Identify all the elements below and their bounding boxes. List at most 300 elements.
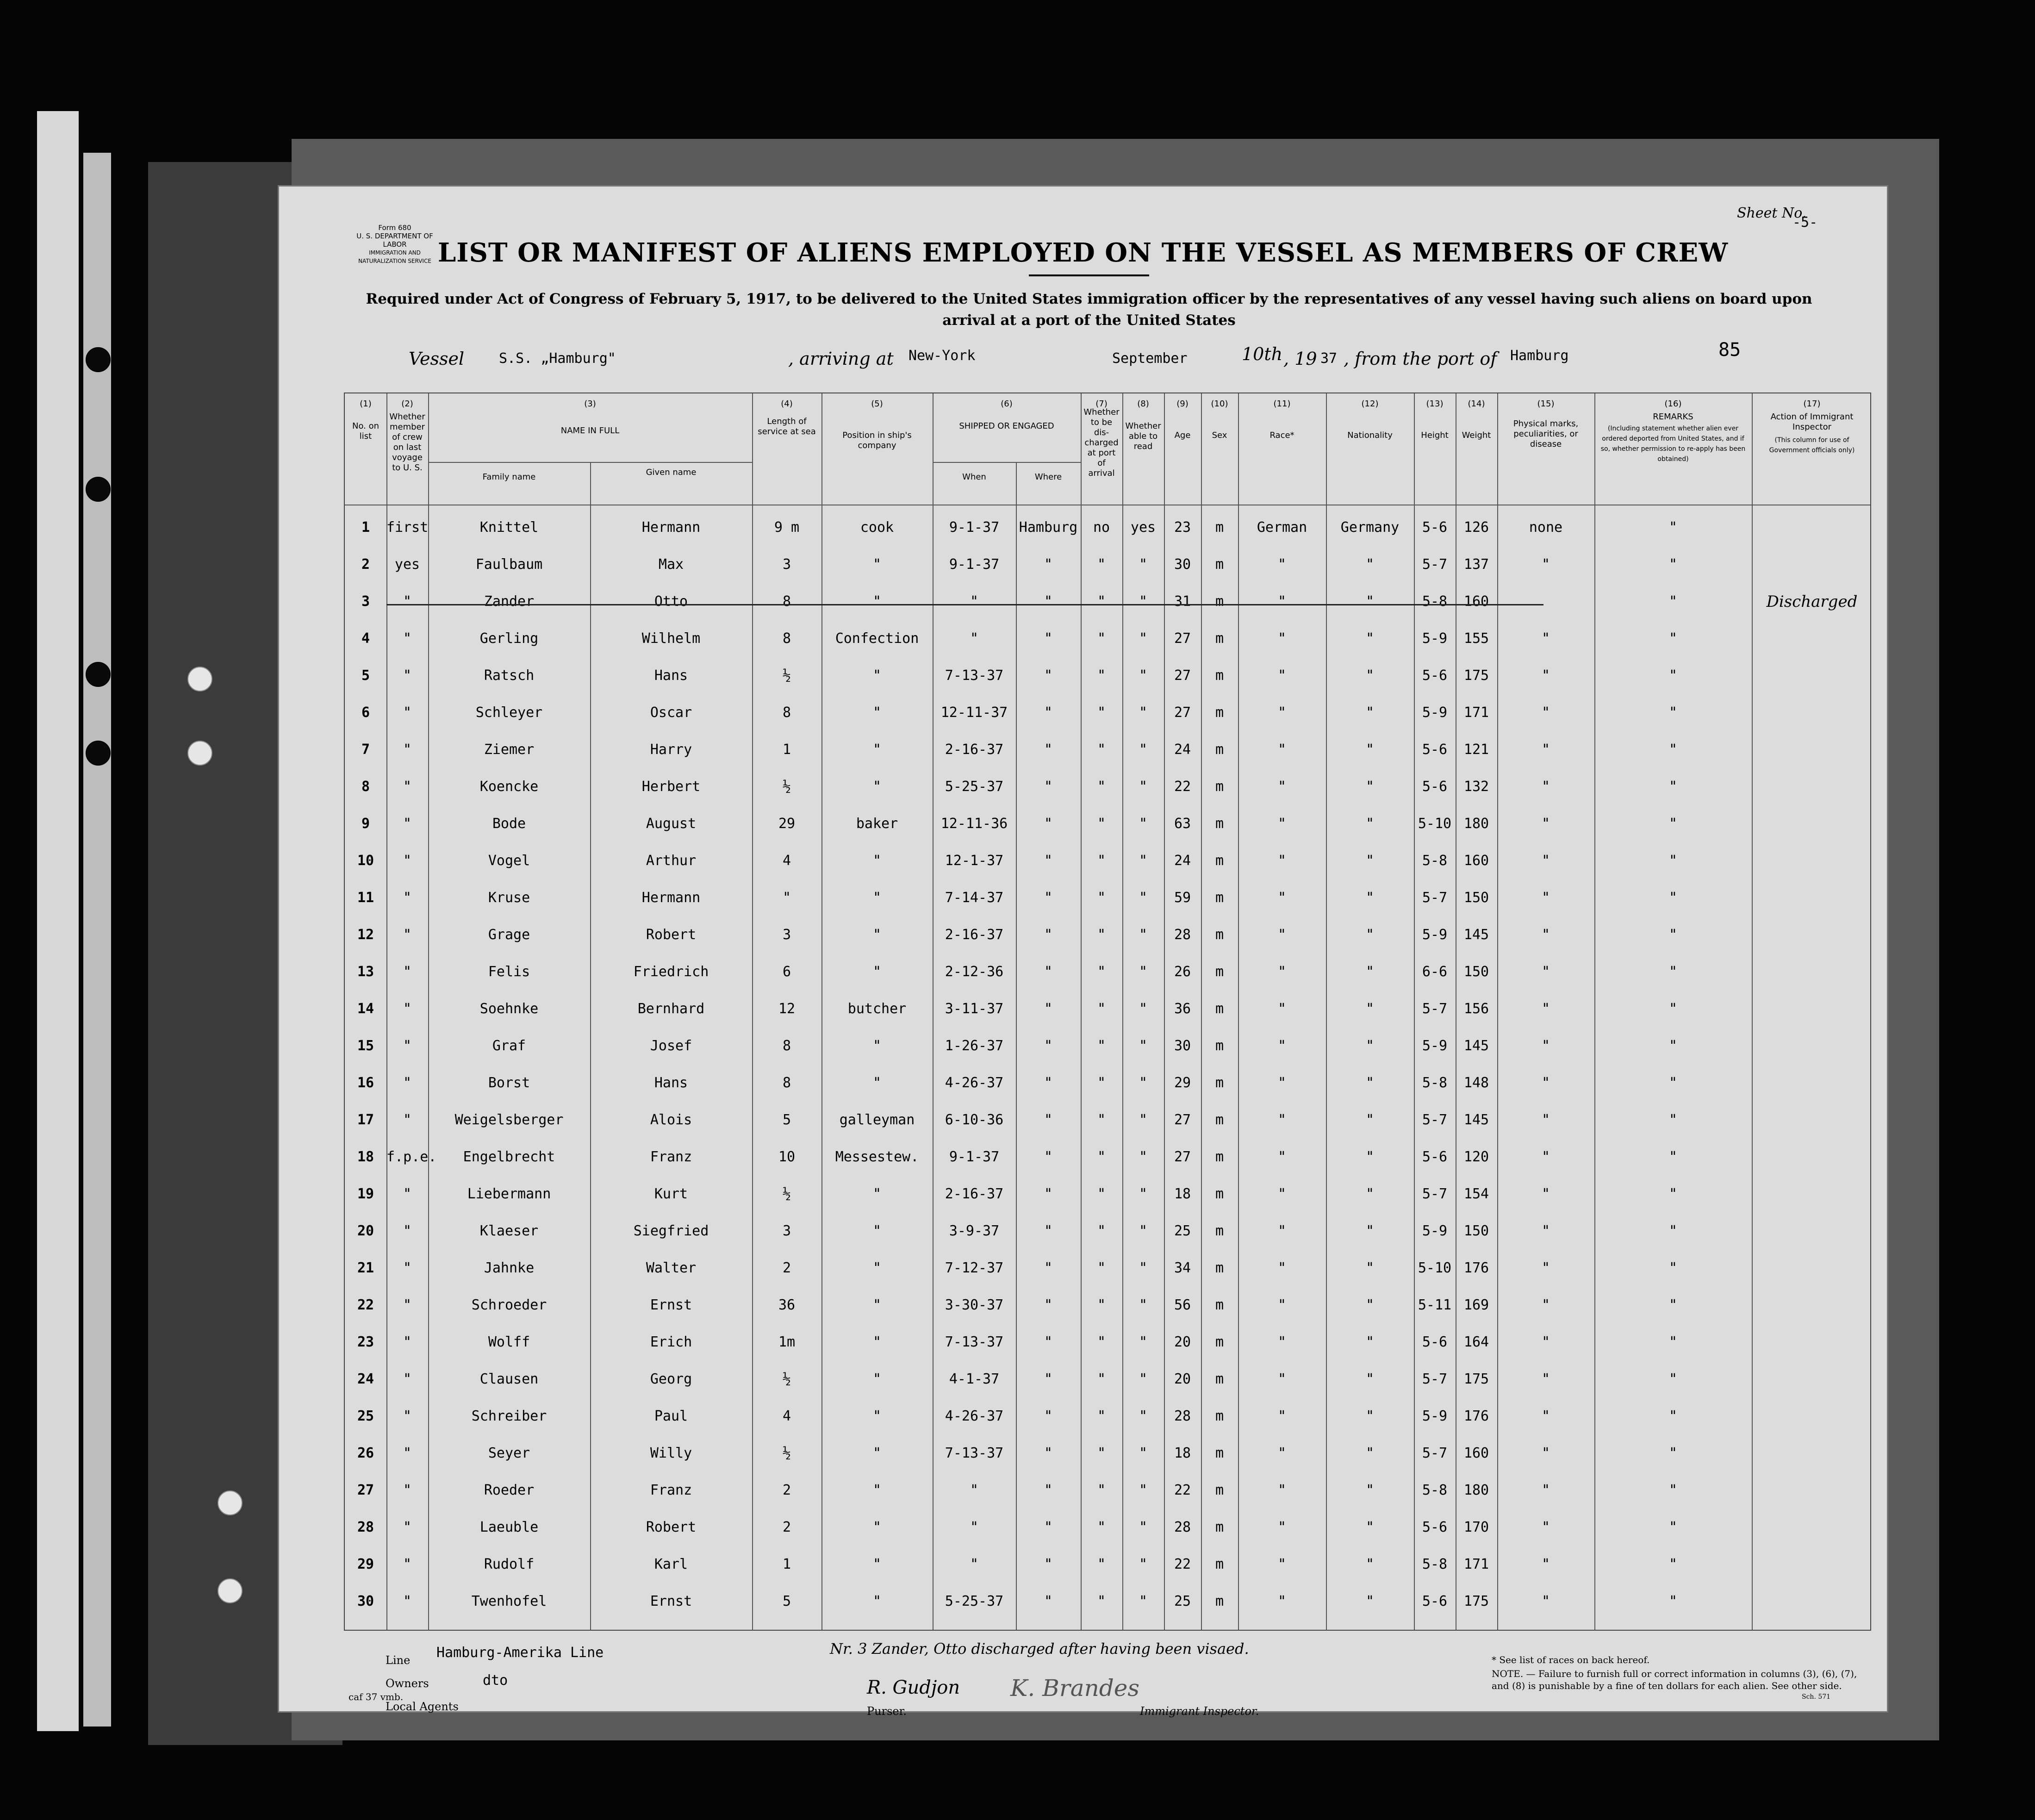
- cell-nat: ": [1365, 1075, 1375, 1091]
- cell-nat: ": [1365, 742, 1375, 758]
- cell-no: 15: [357, 1038, 374, 1054]
- cell-read: ": [1139, 667, 1148, 684]
- cell-prev: ": [403, 1556, 412, 1572]
- cell-given: Otto: [654, 593, 688, 610]
- cell-remarks: ": [1668, 1260, 1678, 1276]
- cell-disch: ": [1097, 1260, 1106, 1276]
- cell-action: [1752, 768, 1872, 805]
- cell-length: 8: [782, 1075, 791, 1091]
- cell-where: ": [1044, 1112, 1053, 1128]
- form-number: Form 680: [378, 224, 411, 232]
- cell-position: ": [872, 1519, 882, 1535]
- cell-no: 3: [361, 593, 370, 610]
- cell-sex: m: [1215, 1186, 1224, 1202]
- cell-family: Knittel: [479, 519, 539, 536]
- cell-no: 25: [357, 1408, 374, 1424]
- cell-height: 5-9: [1422, 1223, 1448, 1239]
- header-remarks-note: (Including statement whether alien ever ordered deported from United States, and if so, whether permission to re-apply has been obtained): [1600, 425, 1746, 463]
- cell-read: ": [1139, 742, 1148, 758]
- cell-read: ": [1139, 964, 1148, 980]
- cell-race: ": [1277, 1519, 1287, 1535]
- cell-family: Engelbrecht: [463, 1149, 555, 1165]
- cell-length: 1m: [778, 1334, 796, 1350]
- crew-row: [345, 954, 1870, 991]
- cell-family: Laeuble: [479, 1519, 539, 1535]
- cell-no: 11: [357, 890, 374, 906]
- cell-phys: ": [1541, 964, 1550, 980]
- cell-sex: m: [1215, 742, 1224, 758]
- cell-remarks: ": [1668, 1556, 1678, 1572]
- vessel-line: [279, 339, 1887, 372]
- cell-disch: no: [1093, 519, 1110, 536]
- cell-disch: ": [1097, 816, 1106, 832]
- cell-length: 1: [782, 742, 791, 758]
- document-subtitle: Required under Act of Congress of February 5, 1917, to be delivered to the United States immigration officer by the representatives of any vessel having such aliens on board upon arrival at a port of the United States: [366, 291, 1812, 329]
- cell-family: Liebermann: [467, 1186, 551, 1202]
- column-number: (1): [360, 399, 372, 409]
- vessel-name: S.S. „Hamburg": [499, 350, 616, 367]
- cell-length: ": [782, 890, 791, 906]
- cell-remarks: ": [1668, 1334, 1678, 1350]
- cell-family: Soehnke: [479, 1001, 539, 1017]
- cell-given: Bernhard: [637, 1001, 705, 1017]
- cell-age: 28: [1174, 1408, 1191, 1424]
- cell-position: ": [872, 964, 882, 980]
- cell-weight: 145: [1463, 927, 1489, 943]
- cell-sex: m: [1215, 519, 1224, 536]
- cell-phys: ": [1541, 779, 1550, 795]
- cell-nat: ": [1365, 704, 1375, 721]
- cell-position: ": [872, 1038, 882, 1054]
- cell-height: 5-7: [1422, 1001, 1448, 1017]
- cell-phys: ": [1541, 1260, 1550, 1276]
- vessel-label: Vessel: [409, 349, 465, 369]
- cell-phys: ": [1541, 1334, 1550, 1350]
- cell-remarks: ": [1668, 1186, 1678, 1202]
- cell-race: ": [1277, 779, 1287, 795]
- cell-given: Oscar: [650, 704, 692, 721]
- cell-where: ": [1044, 630, 1053, 647]
- column-number: (8): [1137, 399, 1149, 409]
- cell-disch: ": [1097, 927, 1106, 943]
- cell-sex: m: [1215, 630, 1224, 647]
- cell-family: Felis: [488, 964, 530, 980]
- cell-remarks: ": [1668, 630, 1678, 647]
- cell-action: [1752, 1324, 1872, 1361]
- cell-height: 5-9: [1422, 1038, 1448, 1054]
- cell-phys: ": [1541, 1519, 1550, 1535]
- cell-no: 9: [361, 816, 370, 832]
- cell-sex: m: [1215, 1001, 1224, 1017]
- crew-row: [345, 879, 1870, 916]
- cell-nat: ": [1365, 1260, 1375, 1276]
- cell-where: Hamburg: [1019, 519, 1078, 536]
- cell-read: ": [1139, 1482, 1148, 1498]
- cell-where: ": [1044, 1408, 1053, 1424]
- cell-when: ": [970, 630, 979, 647]
- cell-when: 3-30-37: [945, 1297, 1004, 1313]
- cell-position: ": [872, 853, 882, 869]
- cell-age: 27: [1174, 630, 1191, 647]
- service-name: IMMIGRATION AND NATURALIZATION SERVICE: [358, 249, 431, 264]
- column-number: (17): [1803, 399, 1821, 409]
- cell-family: Schroeder: [471, 1297, 547, 1313]
- cell-where: ": [1044, 1075, 1053, 1091]
- cell-read: ": [1139, 927, 1148, 943]
- cell-prev: ": [403, 704, 412, 721]
- cell-when: 1-26-37: [945, 1038, 1004, 1054]
- cell-no: 18: [357, 1149, 374, 1165]
- cell-remarks: ": [1668, 1519, 1678, 1535]
- cell-read: ": [1139, 630, 1148, 647]
- cell-when: 2-16-37: [945, 927, 1004, 943]
- sheet-label: Sheet No.: [1737, 205, 1807, 221]
- cell-when: ": [970, 593, 979, 610]
- cell-remarks: ": [1668, 816, 1678, 832]
- cell-read: ": [1139, 1186, 1148, 1202]
- cell-read: ": [1139, 1038, 1148, 1054]
- races-note: * See list of races on back hereof.: [1492, 1654, 1650, 1665]
- cell-race: ": [1277, 1445, 1287, 1461]
- cell-disch: ": [1097, 630, 1106, 647]
- cell-remarks: ": [1668, 667, 1678, 684]
- year-prefix: , 19: [1283, 349, 1317, 369]
- cell-height: 5-6: [1422, 779, 1448, 795]
- cell-sex: m: [1215, 1482, 1224, 1498]
- cell-no: 20: [357, 1223, 374, 1239]
- manifest-footer: [344, 1635, 1871, 1718]
- cell-when: 2-16-37: [945, 1186, 1004, 1202]
- cell-phys: ": [1541, 853, 1550, 869]
- cell-action: [1752, 1583, 1872, 1620]
- cell-when: 2-16-37: [945, 742, 1004, 758]
- cell-family: Schleyer: [475, 704, 543, 721]
- cell-disch: ": [1097, 1371, 1106, 1387]
- cell-where: ": [1044, 890, 1053, 906]
- cell-where: ": [1044, 1223, 1053, 1239]
- owners-label: Owners: [386, 1677, 429, 1690]
- crew-row: [345, 1028, 1870, 1065]
- cell-given: Karl: [654, 1556, 688, 1572]
- cell-remarks: ": [1668, 1149, 1678, 1165]
- cell-where: ": [1044, 1445, 1053, 1461]
- cell-read: ": [1139, 1260, 1148, 1276]
- cell-phys: none: [1529, 519, 1563, 536]
- cell-age: 28: [1174, 927, 1191, 943]
- cell-read: ": [1139, 1334, 1148, 1350]
- cell-action: [1752, 1102, 1872, 1139]
- cell-sex: m: [1215, 964, 1224, 980]
- cell-no: 4: [361, 630, 370, 647]
- cell-length: 2: [782, 1519, 791, 1535]
- cell-disch: ": [1097, 1556, 1106, 1572]
- cell-action: [1752, 1213, 1872, 1250]
- cell-family: Weigelsberger: [454, 1112, 564, 1128]
- cell-when: 4-1-37: [949, 1371, 1000, 1387]
- cell-no: 8: [361, 779, 370, 795]
- cell-where: ": [1044, 704, 1053, 721]
- cell-length: ½: [782, 779, 791, 795]
- cell-phys: ": [1541, 816, 1550, 832]
- cell-when: 7-14-37: [945, 890, 1004, 906]
- cell-remarks: ": [1668, 779, 1678, 795]
- crew-row: [345, 620, 1870, 657]
- cell-length: 1: [782, 1556, 791, 1572]
- cell-prev: ": [403, 1593, 412, 1609]
- cell-where: ": [1044, 1334, 1053, 1350]
- cell-phys: ": [1541, 1445, 1550, 1461]
- cell-phys: ": [1541, 1223, 1550, 1239]
- cell-age: 20: [1174, 1371, 1191, 1387]
- cell-action: [1752, 1065, 1872, 1102]
- subheader-rule: [428, 462, 752, 463]
- cell-length: 8: [782, 704, 791, 721]
- cell-weight: 150: [1463, 890, 1489, 906]
- cell-race: ": [1277, 1334, 1287, 1350]
- punch-hole: [86, 347, 111, 372]
- cell-read: ": [1139, 1112, 1148, 1128]
- cell-phys: ": [1541, 927, 1550, 943]
- cell-prev: ": [403, 964, 412, 980]
- cell-height: 5-8: [1422, 853, 1448, 869]
- arrival-month: September: [1112, 350, 1188, 367]
- cell-weight: 156: [1463, 1001, 1489, 1017]
- cell-race: ": [1277, 1223, 1287, 1239]
- cell-sex: m: [1215, 927, 1224, 943]
- cell-disch: ": [1097, 1038, 1106, 1054]
- cell-weight: 176: [1463, 1260, 1489, 1276]
- cell-given: Walter: [646, 1260, 697, 1276]
- cell-age: 22: [1174, 779, 1191, 795]
- cell-phys: ": [1541, 742, 1550, 758]
- cell-disch: ": [1097, 1001, 1106, 1017]
- cell-position: ": [872, 1593, 882, 1609]
- header-prev-voyage: Whether member of crew on last voyage to U. S.: [389, 412, 425, 473]
- cell-length: ½: [782, 667, 791, 684]
- cell-position: ": [872, 1260, 882, 1276]
- cell-when: 9-1-37: [949, 519, 1000, 536]
- line-value: Hamburg-Amerika Line: [436, 1645, 604, 1661]
- cell-disch: ": [1097, 853, 1106, 869]
- cell-length: 5: [782, 1593, 791, 1609]
- cell-no: 10: [357, 853, 374, 869]
- crew-row: [345, 1324, 1870, 1361]
- cell-action: [1752, 1028, 1872, 1065]
- cell-weight: 175: [1463, 1371, 1489, 1387]
- cell-action: [1752, 879, 1872, 916]
- cell-prev: ": [403, 1334, 412, 1350]
- cell-action: [1752, 1176, 1872, 1213]
- cell-position: ": [872, 593, 882, 610]
- header-no-on-list: No. on list: [352, 421, 380, 441]
- cell-disch: ": [1097, 1334, 1106, 1350]
- cell-height: 5-6: [1422, 519, 1448, 536]
- cell-remarks: ": [1668, 593, 1678, 610]
- crew-row: [345, 1065, 1870, 1102]
- cell-race: ": [1277, 1297, 1287, 1313]
- cell-family: Borst: [488, 1075, 530, 1091]
- cell-no: 7: [361, 742, 370, 758]
- cell-remarks: ": [1668, 1001, 1678, 1017]
- cell-sex: m: [1215, 1297, 1224, 1313]
- cell-given: Willy: [650, 1445, 692, 1461]
- cell-disch: ": [1097, 1408, 1106, 1424]
- crew-row: [345, 1102, 1870, 1139]
- cell-no: 19: [357, 1186, 374, 1202]
- printer-mark: caf 37 vmb.: [349, 1691, 404, 1702]
- cell-action: [1752, 731, 1872, 768]
- cell-read: ": [1139, 593, 1148, 610]
- cell-phys: ": [1541, 1149, 1550, 1165]
- cell-family: Grage: [488, 927, 530, 943]
- arrival-year: 37: [1320, 350, 1338, 367]
- cell-no: 13: [357, 964, 374, 980]
- from-port-label: , from the port of: [1344, 349, 1497, 369]
- crew-row: [345, 1546, 1870, 1583]
- cell-remarks: ": [1668, 964, 1678, 980]
- cell-length: 3: [782, 1223, 791, 1239]
- cell-where: ": [1044, 779, 1053, 795]
- cell-family: Vogel: [488, 853, 530, 869]
- cell-sex: m: [1215, 1371, 1224, 1387]
- column-number: (15): [1537, 399, 1555, 409]
- cell-race: ": [1277, 1038, 1287, 1054]
- cell-position: cook: [860, 519, 894, 536]
- cell-phys: [1497, 583, 1594, 620]
- cell-where: ": [1044, 1297, 1053, 1313]
- cell-position: ": [872, 1445, 882, 1461]
- cell-remarks: ": [1668, 927, 1678, 943]
- cell-age: 29: [1174, 1075, 1191, 1091]
- cell-when: 7-12-37: [945, 1260, 1004, 1276]
- cell-phys: ": [1541, 704, 1550, 721]
- manifest-page: [278, 185, 1888, 1718]
- cell-when: 6-10-36: [945, 1112, 1004, 1128]
- cell-nat: ": [1365, 1556, 1375, 1572]
- cell-prev: ": [403, 1001, 412, 1017]
- cell-no: 1: [361, 519, 370, 536]
- cell-no: 12: [357, 927, 374, 943]
- cell-family: Graf: [492, 1038, 526, 1054]
- cell-phys: ": [1541, 1001, 1550, 1017]
- cell-remarks: ": [1668, 1112, 1678, 1128]
- cell-prev: ": [403, 890, 412, 906]
- cell-when: 12-1-37: [945, 853, 1004, 869]
- cell-age: 27: [1174, 667, 1191, 684]
- cell-weight: 169: [1463, 1297, 1489, 1313]
- cell-when: 2-12-36: [945, 964, 1004, 980]
- cell-disch: ": [1097, 890, 1106, 906]
- cell-nat: ": [1365, 779, 1375, 795]
- cell-race: ": [1277, 1482, 1287, 1498]
- crew-row: [345, 1472, 1870, 1509]
- punch-hole: [86, 662, 111, 687]
- crew-row: [345, 1139, 1870, 1176]
- cell-where: ": [1044, 1038, 1053, 1054]
- penalty-note: NOTE. — Failure to furnish full or correct information in columns (3), (6), (7), and (8) is punishable by a fine of ten dollars for each alien. See other side.: [1492, 1668, 1857, 1691]
- crew-row: [345, 1509, 1870, 1546]
- cell-given: Paul: [654, 1408, 688, 1424]
- agents-label: Local Agents: [386, 1700, 459, 1713]
- cell-read: ": [1139, 1593, 1148, 1609]
- cell-length: ½: [782, 1186, 791, 1202]
- cell-prev: ": [403, 1482, 412, 1498]
- cell-position: ": [872, 1371, 882, 1387]
- cell-position: ": [872, 927, 882, 943]
- cell-nat: ": [1365, 1001, 1375, 1017]
- cell-height: 5-7: [1422, 1186, 1448, 1202]
- cell-age: 27: [1174, 1149, 1191, 1165]
- header-sex: Sex: [1212, 430, 1227, 440]
- cell-race: ": [1277, 1408, 1287, 1424]
- cell-read: ": [1139, 1371, 1148, 1387]
- cell-height: 5-8: [1422, 1482, 1448, 1498]
- cell-no: 29: [357, 1556, 374, 1572]
- cell-when: 3-11-37: [945, 1001, 1004, 1017]
- cell-when: 7-13-37: [945, 1445, 1004, 1461]
- cell-when: 3-9-37: [949, 1223, 1000, 1239]
- cell-prev: yes: [394, 556, 420, 573]
- header-given-name: Given name: [646, 467, 697, 477]
- cell-nat: ": [1365, 927, 1375, 943]
- cell-read: ": [1139, 779, 1148, 795]
- cell-no: 28: [357, 1519, 374, 1535]
- cell-position: ": [872, 890, 882, 906]
- cell-age: 27: [1174, 1112, 1191, 1128]
- cell-height: 5-7: [1422, 890, 1448, 906]
- cell-weight: 154: [1463, 1186, 1489, 1202]
- cell-disch: ": [1097, 593, 1106, 610]
- cell-sex: m: [1215, 667, 1224, 684]
- column-number: (2): [401, 399, 413, 409]
- department: U. S. DEPARTMENT OF LABOR: [356, 232, 433, 249]
- cell-no: 16: [357, 1075, 374, 1091]
- cell-given: Robert: [646, 1519, 697, 1535]
- cell-sex: m: [1215, 853, 1224, 869]
- cell-position: ": [872, 1223, 882, 1239]
- cell-where: ": [1044, 1482, 1053, 1498]
- cell-weight: 180: [1463, 1482, 1489, 1498]
- cell-prev: ": [403, 1371, 412, 1387]
- cell-height: 5-7: [1422, 556, 1448, 573]
- cell-remarks: ": [1668, 1075, 1678, 1091]
- arrival-day: 10th: [1242, 344, 1283, 364]
- cell-disch: ": [1097, 1223, 1106, 1239]
- cell-prev: ": [403, 1112, 412, 1128]
- cell-family: Twenhofel: [471, 1593, 547, 1609]
- column-number: (3): [584, 399, 596, 409]
- cell-race: ": [1277, 742, 1287, 758]
- cell-no: 21: [357, 1260, 374, 1276]
- cell-given: Siegfried: [633, 1223, 709, 1239]
- cell-remarks: ": [1668, 1223, 1678, 1239]
- cell-read: ": [1139, 890, 1148, 906]
- cell-read: ": [1139, 853, 1148, 869]
- cell-weight: 171: [1463, 704, 1489, 721]
- cell-nat: ": [1365, 1112, 1375, 1128]
- cell-when: ": [970, 1482, 979, 1498]
- cell-weight: 145: [1463, 1112, 1489, 1128]
- cell-position: ": [872, 667, 882, 684]
- cell-sex: m: [1215, 1260, 1224, 1276]
- cell-phys: ": [1541, 1075, 1550, 1091]
- column-number: (12): [1361, 399, 1379, 409]
- cell-read: yes: [1130, 519, 1156, 536]
- cell-length: 4: [782, 1408, 791, 1424]
- cell-height: 5-8: [1422, 1556, 1448, 1572]
- cell-no: 24: [357, 1371, 374, 1387]
- cell-height: 5-9: [1422, 704, 1448, 721]
